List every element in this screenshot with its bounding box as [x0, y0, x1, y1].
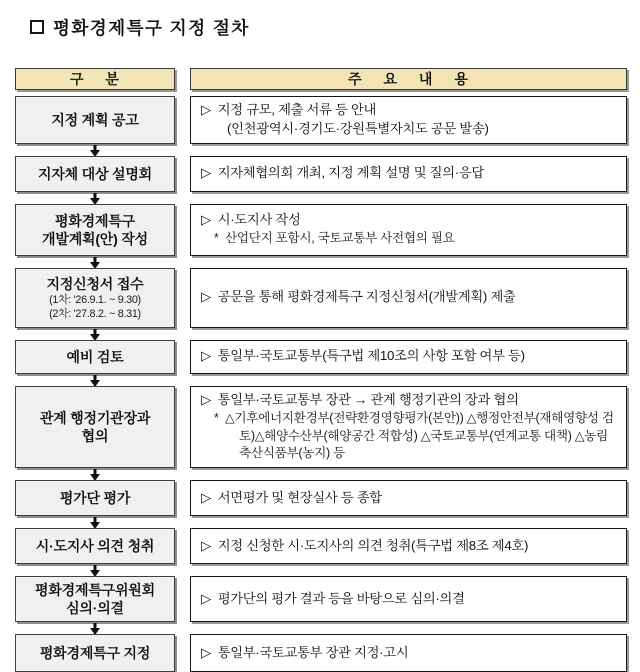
step-title-line: 협의: [81, 428, 109, 444]
content-box: [190, 268, 627, 328]
procedure-rows: [15, 96, 627, 672]
step-column: [15, 204, 175, 256]
step-title-line: 예비 검토: [66, 348, 124, 365]
procedure-row: [15, 634, 627, 672]
step-column: [15, 528, 175, 564]
table-header-row: [15, 68, 627, 90]
content-box: [190, 528, 627, 564]
content-line: ▷ 통일부·국토교통부(특구법 제10조의 사항 포함 여부 등): [201, 348, 525, 364]
step-title-line: 심의·의결: [66, 600, 124, 617]
page-title-text: 평화경제특구 지정 절차: [53, 17, 250, 38]
content-line: ▷ 서면평가 및 현장실사 등 종합: [201, 489, 382, 505]
step-column: [15, 576, 175, 622]
square-bullet-icon: [30, 20, 44, 34]
procedure-row: [15, 480, 627, 516]
step-title-line: 관계 행정기관장과: [39, 409, 151, 426]
content-line: ▷ 통일부·국토교통부 장관 지정·고시: [201, 644, 409, 660]
step-column: [15, 96, 175, 144]
content-line: * 산업단지 포함시, 국토교통부 사전협의 필요: [214, 231, 455, 246]
step-column: [15, 268, 175, 328]
step-title-line: 지정 계획 공고: [51, 111, 139, 128]
procedure-row: [15, 204, 627, 256]
step-title-line: 시·도지사 의견 청취: [35, 538, 155, 555]
step-title-line: 개발계획(안) 작성: [42, 230, 148, 247]
procedure-row: [15, 268, 627, 328]
procedure-row: [15, 156, 627, 192]
step-box: [15, 340, 175, 374]
content-line: ▷ 시·도지사 작성: [201, 212, 301, 228]
step-box: [15, 634, 175, 672]
procedure-row: [15, 576, 627, 622]
step-title-line: 지자체 대상 설명회: [38, 165, 152, 182]
step-box: [15, 576, 175, 622]
step-box: [15, 96, 175, 144]
step-title-line: 지정신청서 접수: [46, 275, 144, 292]
step-column: [15, 340, 175, 374]
step-box: [15, 480, 175, 516]
procedure-row: [15, 340, 627, 374]
content-box: [190, 634, 627, 672]
step-column: [15, 634, 175, 672]
step-box: [15, 156, 175, 192]
content-line: ▷ 지정 규모, 제출 서류 등 안내: [201, 102, 377, 117]
step-box: [15, 204, 175, 256]
procedure-row: [15, 528, 627, 564]
step-box: [15, 268, 175, 328]
step-sub-line: (2차: '27.8.2. ~ 8.31): [49, 307, 141, 320]
content-line: * △기후에너지환경부(전략환경영향평가(본안)) △행정안전부(재해영향성 검토)△해양수산부(해양공간 적합성) △국토교통부(연계교통 대책) △농림축산식품부(농지) 등: [214, 410, 614, 461]
step-title-line: 평화경제특구 지정: [39, 645, 151, 662]
content-line: ▷ 지자체협의회 개최, 지정 계획 설명 및 질의·응답: [201, 165, 484, 181]
header-category: 구 분: [15, 68, 175, 90]
step-box: [15, 528, 175, 564]
content-line: (인천광역시·경기도·강원특별자치도 공문 발송): [227, 120, 489, 136]
step-column: [15, 156, 175, 192]
content-box: [190, 96, 627, 144]
content-box: [190, 480, 627, 516]
page-title: [0, 0, 640, 40]
step-column: [15, 386, 175, 469]
content-box: [190, 386, 627, 469]
header-main-content: 주 요 내 용: [190, 68, 627, 90]
content-line: ▷ 공문을 통해 평화경제특구 지정신청서(개발계획) 제출: [201, 289, 516, 305]
step-sub-line: (1차: '26.9.1. ~ 9.30): [49, 293, 141, 306]
content-box: [190, 340, 627, 374]
step-column: [15, 480, 175, 516]
content-line: ▷ 평가단의 평가 결과 등을 바탕으로 심의·의결: [201, 590, 465, 606]
content-line: ▷ 지정 신청한 시·도지사의 의견 청취(특구법 제8조 제4호): [201, 537, 529, 553]
content-box: [190, 204, 627, 256]
content-line: ▷ 통일부·국토교통부 장관 → 관계 행정기관의 장과 협의: [201, 391, 519, 407]
step-title-line: 평가단 평가: [59, 490, 131, 507]
content-box: [190, 156, 627, 192]
procedure-row: [15, 386, 627, 469]
step-title-line: 평화경제특구: [55, 212, 135, 229]
step-title-line: 평화경제특구위원회: [35, 582, 155, 599]
step-box: [15, 386, 175, 469]
procedure-row: [15, 96, 627, 144]
procedure-table: [15, 68, 627, 672]
content-box: [190, 576, 627, 622]
